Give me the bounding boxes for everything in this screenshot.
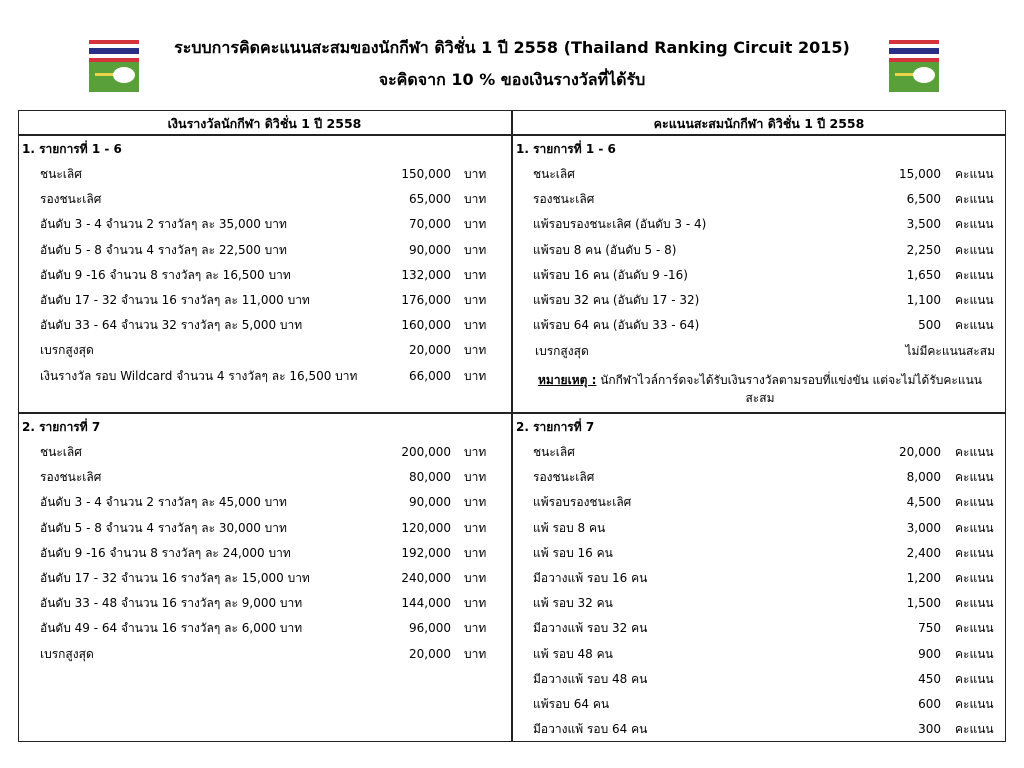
item-unit: คะแนน [955,722,994,737]
item-unit: คะแนน [955,192,994,207]
item-unit: บาท [464,242,487,257]
item-label: อันดับ 17 - 32 จำนวน 16 รางวัลๆ ละ 15,000 บาท [40,571,310,585]
item-label: มีอวางแพ้ รอบ 64 คน [533,722,648,737]
item-label: อันดับ 49 - 64 จำนวน 16 รางวัลๆ ละ 6,000 บาท [40,621,303,636]
list-item [40,213,505,235]
item-unit: บาท [464,318,487,333]
list-item [40,441,505,463]
item-label: แพ้รอบ 32 คน (อันดับ 17 - 32) [533,293,700,307]
item-label: รองชนะเลิศ [40,192,102,207]
item-unit: บาท [464,293,487,307]
item-value: 750 [918,621,941,636]
item-unit: คะแนน [955,697,994,711]
document-header [0,0,1024,110]
item-value: 900 [918,646,941,661]
cue-icon [895,73,915,76]
item-unit: บาท [464,470,487,485]
page-subtitle: จะคิดจาก 10 % ของเงินรางวัลที่ได้รับ [378,70,646,89]
item-unit: บาท [464,445,487,459]
item-unit: บาท [464,621,487,636]
item-value: 1,200 [906,571,941,585]
item-value: 15,000 [899,167,941,181]
item-label: แพ้รอบ 16 คน (อันดับ 9 -16) [533,267,688,282]
item-value: 176,000 [401,293,451,307]
list-item [40,163,505,185]
item-unit: บาท [464,368,487,383]
item-unit: คะแนน [955,470,994,485]
item-unit: บาท [464,646,487,661]
item-value: 300 [918,722,941,737]
item-unit: คะแนน [955,596,994,611]
list-item [40,617,505,639]
item-unit: คะแนน [955,671,994,686]
item-unit: บาท [464,495,487,510]
list-item [40,365,505,387]
item-label: มีอวางแพ้ รอบ 32 คน [533,621,648,636]
item-label: เบรกสูงสุด [40,343,94,358]
item-value: 144,000 [401,596,451,611]
item-value: 150,000 [401,167,451,181]
list-item [40,542,505,564]
item-unit: บาท [464,192,487,207]
left-section2-title: 2. รายการที่ 7 [22,420,101,434]
item-unit: บาท [464,571,487,585]
list-item [533,213,999,235]
item-label: อันดับ 9 -16 จำนวน 8 รางวัลๆ ละ 24,000 บาท [40,545,291,560]
item-unit: คะแนน [955,267,994,282]
list-item [40,643,505,665]
badminton-flag-logo-right [889,40,939,92]
item-unit: คะแนน [955,621,994,636]
list-item [533,466,999,488]
list-item [533,718,999,740]
item-unit: คะแนน [955,217,994,232]
list-item [40,239,505,261]
section-divider [18,412,1006,414]
item-unit: บาท [464,596,487,611]
footnote-label: หมายเหตุ : [538,373,597,387]
item-unit: คะแนน [955,242,994,257]
item-label: เบรกสูงสุด [40,646,94,661]
item-value: 4,500 [906,495,941,510]
item-value: 20,000 [409,343,451,358]
list-item [533,314,999,336]
item-value: 66,000 [409,368,451,383]
item-value: 120,000 [401,520,451,535]
item-label: รองชนะเลิศ [533,470,595,485]
break-label: เบรกสูงสุด [535,344,589,358]
list-item [40,491,505,513]
item-label: มีอวางแพ้ รอบ 16 คน [533,571,648,585]
footnote [525,371,995,407]
item-value: 8,000 [906,470,941,485]
item-value: 90,000 [409,242,451,257]
list-item [40,289,505,311]
item-value: 20,000 [899,445,941,459]
list-item [533,491,999,513]
list-item [533,441,999,463]
page-title: ระบบการคิดคะแนนสะสมของนักกีฬา ดิวิชั่น 1 ปี 2558 (Thailand Ranking Circuit 2015) [174,38,850,57]
item-label: มีอวางแพ้ รอบ 48 คน [533,671,648,686]
list-item [40,339,505,361]
list-item [533,592,999,614]
heading-divider [18,134,1006,136]
item-value: 132,000 [401,267,451,282]
item-value: 600 [918,697,941,711]
list-item [533,542,999,564]
item-unit: คะแนน [955,293,994,307]
item-label: อันดับ 33 - 64 จำนวน 32 รางวัลๆ ละ 5,000 บาท [40,318,303,333]
list-item [40,314,505,336]
item-value: 500 [918,318,941,333]
list-item [40,466,505,488]
item-value: 20,000 [409,646,451,661]
item-unit: คะแนน [955,167,994,181]
item-value: 1,100 [906,293,941,307]
item-value: 3,000 [906,520,941,535]
item-label: อันดับ 5 - 8 จำนวน 4 รางวัลๆ ละ 22,500 บาท [40,242,287,257]
item-label: แพ้ รอบ 48 คน [533,646,613,661]
item-unit: บาท [464,217,487,232]
list-item [533,264,999,286]
left-section1-title: 1. รายการที่ 1 - 6 [22,142,122,156]
item-value: 200,000 [401,445,451,459]
list-item [40,188,505,210]
item-label: แพ้รอบ 64 คน (อันดับ 33 - 64) [533,318,700,333]
item-value: 2,250 [906,242,941,257]
item-unit: บาท [464,343,487,358]
list-item [533,643,999,665]
item-value: 192,000 [401,545,451,560]
item-value: 6,500 [906,192,941,207]
list-item [533,289,999,311]
item-unit: บาท [464,520,487,535]
item-value: 90,000 [409,495,451,510]
item-value: 240,000 [401,571,451,585]
item-value: 160,000 [401,318,451,333]
item-label: แพ้ รอบ 16 คน [533,545,613,560]
item-unit: บาท [464,167,487,181]
item-label: แพ้รอบรองชนะเลิศ [533,495,632,510]
list-item [40,264,505,286]
footnote-text: นักกีฬาไวล์การ์ดจะได้รับเงินรางวัลตามรอบที่แข่งขัน แต่จะไม่ได้รับคะแนนสะสม [596,373,982,405]
list-item [40,567,505,589]
list-item [40,592,505,614]
item-label: ชนะเลิศ [40,445,82,459]
item-label: ชนะเลิศ [533,167,575,181]
item-label: รองชนะเลิศ [40,470,102,485]
item-unit: คะแนน [955,545,994,560]
item-value: 70,000 [409,217,451,232]
list-item [533,617,999,639]
right-section2-title: 2. รายการที่ 7 [516,420,595,434]
item-unit: คะแนน [955,495,994,510]
right-column-heading: คะแนนสะสมนักกีฬา ดิวิชั่น 1 ปี 2558 [653,116,865,131]
break-row [535,340,995,362]
item-unit: คะแนน [955,571,994,585]
list-item [533,163,999,185]
item-unit: คะแนน [955,445,994,459]
break-value: ไม่มีคะแนนสะสม [905,344,995,358]
item-value: 65,000 [409,192,451,207]
item-value: 80,000 [409,470,451,485]
list-item [40,517,505,539]
item-label: แพ้ รอบ 8 คน [533,520,606,535]
item-label: แพ้รอบ 64 คน [533,697,610,711]
item-value: 1,500 [906,596,941,611]
item-label: ชนะเลิศ [533,445,575,459]
list-item [533,668,999,690]
item-label: ชนะเลิศ [40,167,82,181]
item-label: แพ้รอบรองชนะเลิศ (อันดับ 3 - 4) [533,217,707,232]
item-label: อันดับ 3 - 4 จำนวน 2 รางวัลๆ ละ 35,000 บาท [40,217,287,232]
list-item [533,517,999,539]
item-label: อันดับ 17 - 32 จำนวน 16 รางวัลๆ ละ 11,000 บาท [40,293,310,307]
item-unit: คะแนน [955,520,994,535]
list-item [533,693,999,715]
list-item [533,567,999,589]
list-item [533,188,999,210]
item-label: อันดับ 33 - 48 จำนวน 16 รางวัลๆ ละ 9,000 บาท [40,596,303,611]
item-value: 3,500 [906,217,941,232]
list-item [533,239,999,261]
item-value: 450 [918,671,941,686]
item-label: อันดับ 9 -16 จำนวน 8 รางวัลๆ ละ 16,500 บาท [40,267,291,282]
item-unit: คะแนน [955,318,994,333]
item-label: อันดับ 3 - 4 จำนวน 2 รางวัลๆ ละ 45,000 บาท [40,495,287,510]
item-label: แพ้รอบ 8 คน (อันดับ 5 - 8) [533,242,677,257]
item-label: อันดับ 5 - 8 จำนวน 4 รางวัลๆ ละ 30,000 บาท [40,520,287,535]
column-divider [511,110,513,742]
item-unit: บาท [464,267,487,282]
item-unit: คะแนน [955,646,994,661]
item-value: 96,000 [409,621,451,636]
item-label: รองชนะเลิศ [533,192,595,207]
ball-icon [913,67,935,83]
item-label: แพ้ รอบ 32 คน [533,596,613,611]
left-column-heading: เงินรางวัลนักกีฬา ดิวิชั่น 1 ปี 2558 [167,116,362,131]
item-unit: บาท [464,545,487,560]
item-value: 2,400 [906,545,941,560]
item-label: เงินรางวัล รอบ Wildcard จำนวน 4 รางวัลๆ ละ 16,500 บาท [40,368,358,383]
item-value: 1,650 [906,267,941,282]
right-section1-title: 1. รายการที่ 1 - 6 [516,142,616,156]
